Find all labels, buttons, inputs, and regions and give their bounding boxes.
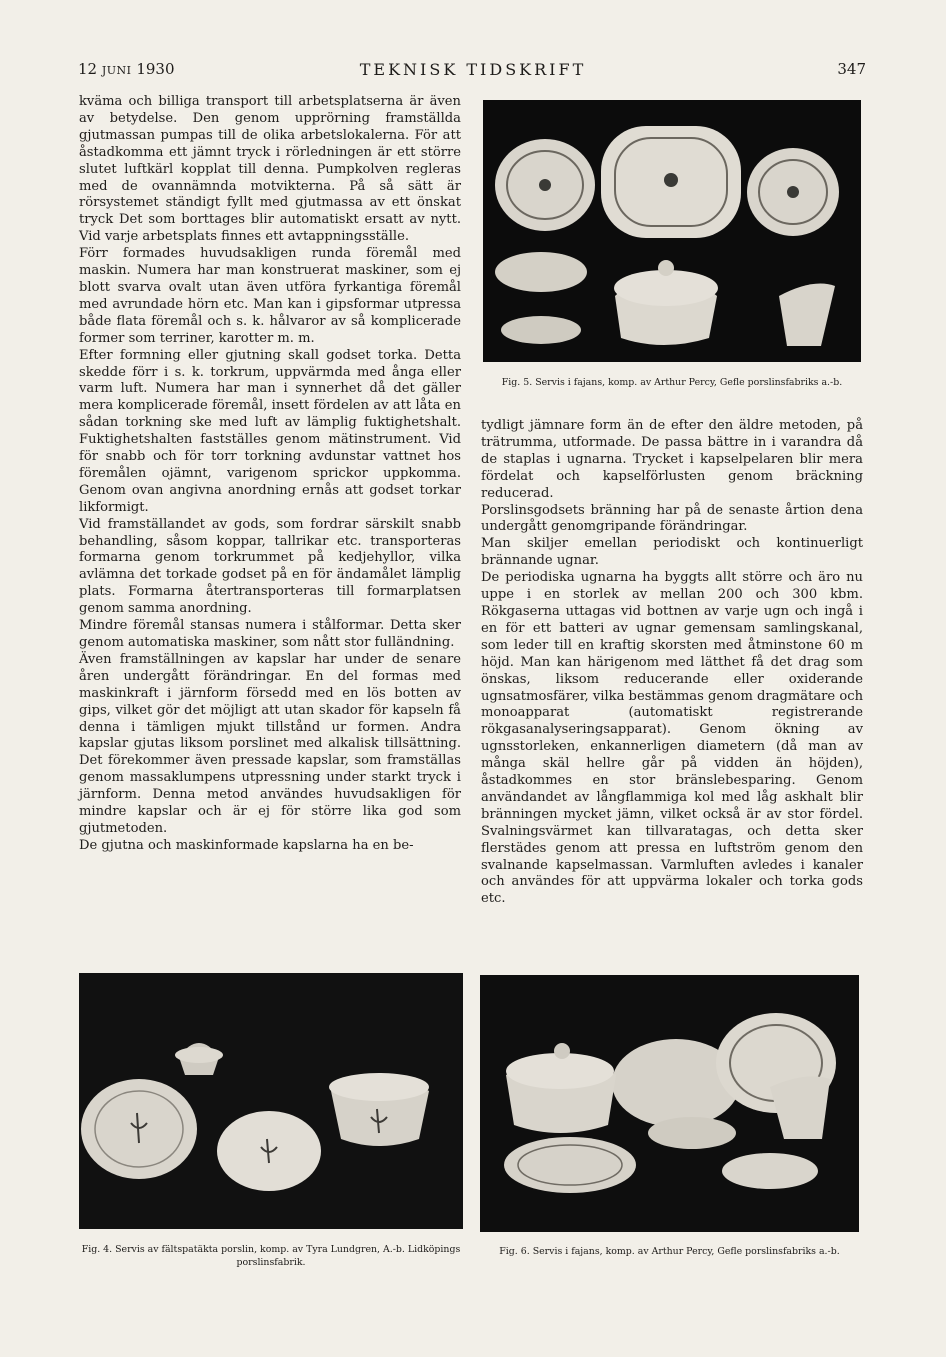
figure-6-photo [480,975,859,1232]
porcelain-service-photo [79,973,463,1229]
figure-label: Fig. 4. [81,1244,113,1255]
figure-5-photo [483,100,861,362]
paragraph: Man skiljer emellan periodiskt och kontinuerligt brännande ugnar. [481,536,863,569]
faience-service-photo [480,975,859,1232]
paragraph: De periodiska ugnarna ha byggts allt större och äro nu uppe i en storlek av mellan 200 och 300 kbm. Rökgaserna uttagas vid bottnen av varje ugn och ingå i en för ett batteri av ugnar gemensam samlingskanal, som leder till en kraftig skorsten med åtminstone 60 m höjd. Man kan härigenom med lätthet få det drag som önskas, liksom reducerande eller oxiderande ugnsatmosfärer, vilka bestämmas genom dragmätare och monoapparat (automatiskt registrerande rökgasanalyseringsapparat). Genom ökning av ugnsstorleken, enkannerligen diametern (då man av många skäl hellre går på vidden än höjden), åstadkommes en stor bränslebesparing. Genom användandet av långflammiga kol med låg askhalt blir bränningen mycket jämn, vilket också är av stor fördel. Svalningsvärmet kan tillvaratagas, och detta sker flerstädes genom att pressa en luftström genom den svalnande kapselmassan. Varmluften avledes i kanaler och användes för att uppvärma lokaler och torka gods etc. [481,570,863,907]
figure-6-caption [480,1245,859,1258]
figure-label: Fig. 5. [501,377,533,388]
paragraph: Efter formning eller gjutning skall godset torka. Detta skedde förr i s. k. torkrum, uppvärmda med ånga eller varm luft. Numera har man i synnerhet då det gäller mera komplicerade föremål, insett fördelen av att låta en sådan torkning ske med luft av lämplig fuktighetshalt. Fuktighetshalten fastställes genom mätinstrument. Vid för snabb och för torr torkning avdunstar vattnet hos föremålen ojämnt, varigenom sprickor uppkomma. Genom ovan angivna anordning ernås att godset torkar likformigt. [79,347,461,515]
figure-caption-text: Servis i fajans, komp. av Arthur Percy, Gefle porslinsfabriks a.-b. [532,1246,840,1257]
figure-label: Fig. 6. [499,1246,530,1257]
figure-caption-text: Servis i fajans, komp. av Arthur Percy, Gefle porslinsfabriks a.-b. [535,377,843,388]
page-number: 347 [837,60,866,78]
header-month: JUNI [101,64,132,77]
journal-title: TEKNISK TIDSKRIFT [359,60,587,79]
paragraph: Förr formades huvudsakligen runda föremål med maskin. Numera har man konstruerat maskiner, som ej blott svarva ovalt utan även utföra fyrkantiga föremål med avrundade hörn etc. Man kan i gipsformar utpressa både flata föremål och s. k. hålvaror av så komplicerade former som terriner, karotter m. m. [79,246,461,346]
paragraph: Porslinsgodsets bränning har på de senaste årtion dena undergått genomgripande förändringar. [481,502,863,535]
paragraph: De gjutna och maskinformade kapslarna ha en be- [79,837,414,853]
header-day: 12 [78,60,98,78]
paragraph: Även framställningen av kapslar har under de senare åren undergått förändringar. En del formas med maskinkraft i järnform försedd med en lös botten av gips, vilket gör det möjligt att utan skador för kapseln få denna i tämligen mjukt tillstånd ur formen. Andra kapslar gjutas liksom porslinet med alkalisk tillsättning. Det förekommer även pressade kapslar, som framställas genom massaklumpens utpressning under starkt tryck i järnform. Denna metod användes huvudsakligen för mindre kapslar och är ej för större lika god som gjutmetoden. [79,651,461,836]
header-year: 1930 [136,60,175,78]
figure-4-caption [79,1243,463,1269]
paragraph: kväma och billiga transport till arbetsplatserna är även av betydelse. Den genom upprörning framställda gjutmassan pumpas till de olika arbetslokalerna. För att åstadkomma ett jämnt tryck i rörledningen är ett större slutet luftkärl kopplat till denna. Pumpkolven regleras med de ovannämnda motvikterna. På så sätt är rörsystemet ständigt fyllt med gjutmassa av ett önskat tryck Det som borttages blir automatiskt ersatt av nytt. Vid varje arbetsplats finnes ett avtappningsställe. [79,94,461,245]
figure-caption-text: Servis av fältspatäkta porslin, komp. av Tyra Lundgren, A.-b. Lidköpings porslinsfabrik. [115,1244,461,1268]
figure-4-photo [79,973,463,1229]
right-column [481,418,863,908]
paragraph: Vid framställandet av gods, som fordrar särskilt snabb behandling, såsom koppar, tallrikar etc. transporteras formarna genom torkrummet på kedjehyllor, vilka avlämna det torkade godset på en för ändamålet lämplig plats. Formarna återtransporteras till formarplatsen genom samma anordning. [79,516,461,617]
paragraph: Mindre föremål stansas numera i stålformar. Detta sker genom automatiska maskiner, som nått stor fulländning. [79,618,461,650]
paragraph: tydligt jämnare form än de efter den äldre metoden, på trätrumma, utformade. De passa bättre in i varandra då de staplas i ugnarna. Trycket i kapselpelaren blir mera fördelat och kapselförlusten genom bräckning reducerad. [481,418,863,501]
tableware-photo [483,100,861,362]
figure-5-caption [483,376,861,389]
left-column [79,94,461,855]
